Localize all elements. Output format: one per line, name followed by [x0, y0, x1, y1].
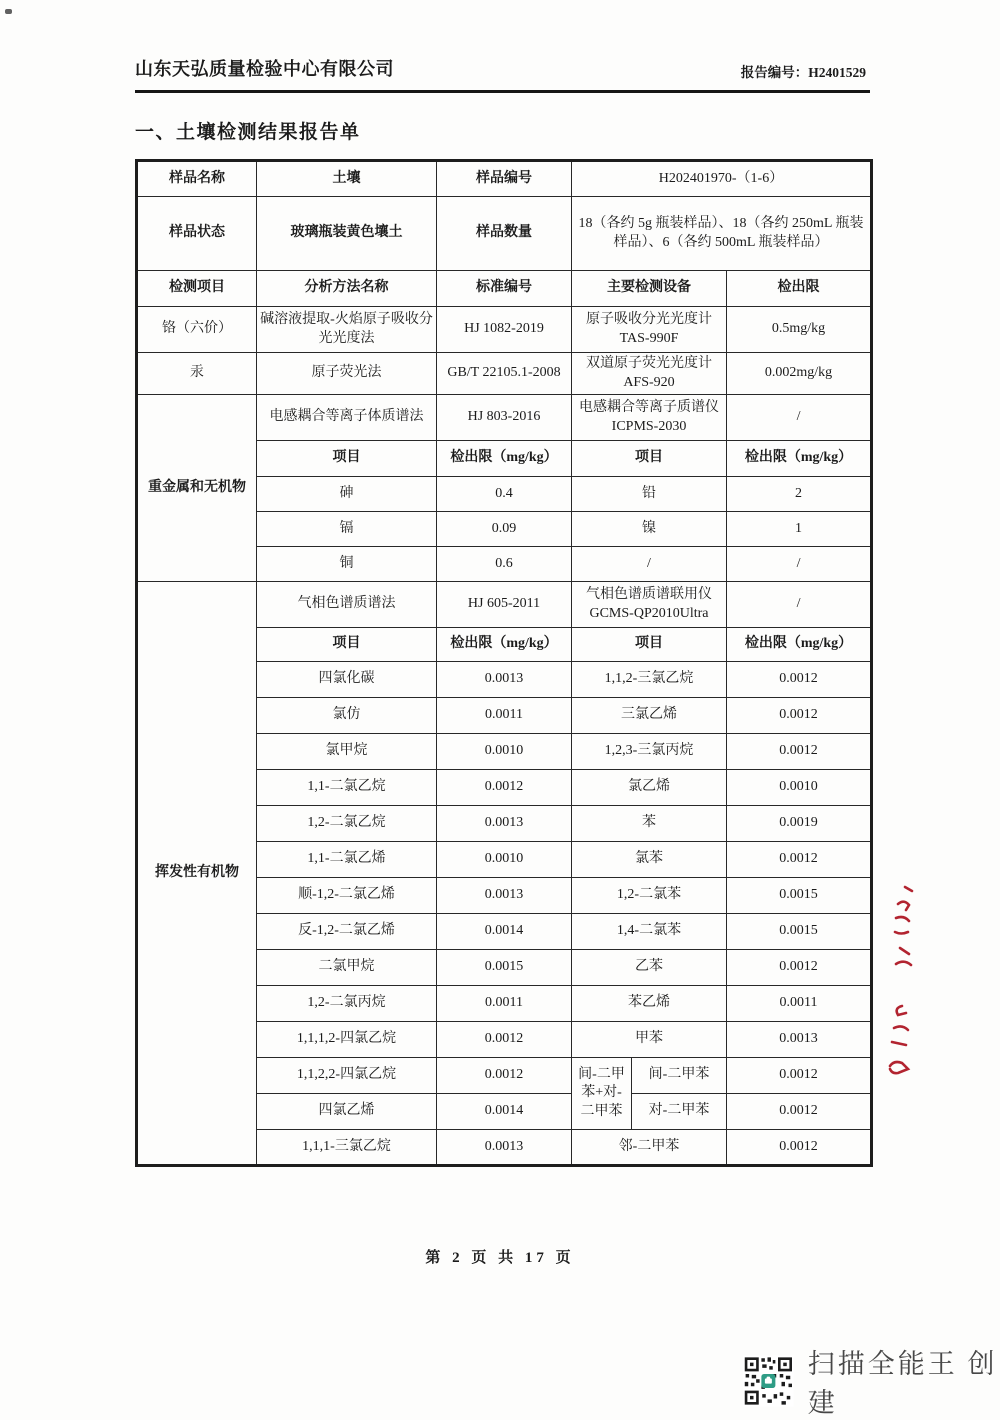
red-handwriting-mark-1 — [884, 882, 920, 983]
limit-cell: 0.6 — [437, 547, 572, 582]
item-cell: 镉 — [257, 512, 437, 547]
item-cell: 1,1,1,2-四氯乙烷 — [257, 1022, 437, 1058]
item-cell: 乙苯 — [572, 950, 727, 986]
item-cell: 氯仿 — [257, 698, 437, 734]
camscanner-watermark — [743, 1342, 1000, 1420]
equipment-cell: 原子吸收分光光度计 TAS-990F — [572, 307, 727, 353]
subheader-item: 项目 — [257, 441, 437, 477]
subheader-limit: 检出限（mg/kg） — [437, 441, 572, 477]
limit-cell: / — [727, 547, 872, 582]
sample-name-value: 土壤 — [257, 161, 437, 197]
sample-no-value: H202401970-（1-6） — [572, 161, 872, 197]
limit-cell: 0.0010 — [727, 770, 872, 806]
subheader-limit: 检出限（mg/kg） — [727, 628, 872, 662]
method-cell: 电感耦合等离子体质谱法 — [257, 395, 437, 441]
document-header — [135, 0, 870, 93]
soil-test-result-table — [135, 159, 873, 1167]
item-cell: 反-1,2-二氯乙烯 — [257, 914, 437, 950]
limit-cell: 0.4 — [437, 477, 572, 512]
limit-cell: 0.0015 — [727, 878, 872, 914]
scan-artifact-speck — [5, 9, 12, 14]
table-row — [137, 161, 872, 197]
item-cell: 1,1-二氯乙烷 — [257, 770, 437, 806]
limit-cell: 0.0011 — [437, 986, 572, 1022]
item-cell: 铬（六价） — [137, 307, 257, 353]
table-row — [137, 197, 872, 271]
col-header-method: 分析方法名称 — [257, 271, 437, 307]
limit-cell: 0.0011 — [437, 698, 572, 734]
sample-name-label: 样品名称 — [137, 161, 257, 197]
item-cell: 氯乙烯 — [572, 770, 727, 806]
item-cell: 砷 — [257, 477, 437, 512]
red-handwriting-mark-2 — [880, 1000, 918, 1095]
method-cell: 气相色谱质谱法 — [257, 582, 437, 628]
limit-cell: 0.002mg/kg — [727, 353, 872, 395]
table-row — [137, 395, 872, 441]
limit-cell: 0.5mg/kg — [727, 307, 872, 353]
item-cell: 氯甲烷 — [257, 734, 437, 770]
item-cell: 四氯化碳 — [257, 662, 437, 698]
limit-cell: 0.0015 — [727, 914, 872, 950]
group-label-heavy-metals: 重金属和无机物 — [137, 395, 257, 582]
col-header-standard: 标准编号 — [437, 271, 572, 307]
item-cell: 1,1-二氯乙烯 — [257, 842, 437, 878]
limit-cell: 0.0010 — [437, 842, 572, 878]
item-cell: 汞 — [137, 353, 257, 395]
item-cell: 1,1,1-三氯乙烷 — [257, 1130, 437, 1166]
item-cell: 三氯乙烯 — [572, 698, 727, 734]
limit-cell: 0.0012 — [727, 1094, 872, 1130]
sample-qty-value: 18（各约 5g 瓶装样品）、18（各约 250mL 瓶装样品）、6（各约 500mL 瓶装样品） — [572, 197, 872, 271]
standard-cell: HJ 605-2011 — [437, 582, 572, 628]
col-header-item: 检测项目 — [137, 271, 257, 307]
item-cell: 甲苯 — [572, 1022, 727, 1058]
equipment-cell: 气相色谱质谱联用仪GCMS-QP2010Ultra — [572, 582, 727, 628]
col-header-limit: 检出限 — [727, 271, 872, 307]
limit-cell: 0.0012 — [437, 770, 572, 806]
limit-cell: 0.0012 — [727, 950, 872, 986]
item-cell: 1,2-二氯苯 — [572, 878, 727, 914]
limit-cell: 0.0019 — [727, 806, 872, 842]
limit-cell: 1 — [727, 512, 872, 547]
limit-cell: 0.0014 — [437, 1094, 572, 1130]
item-cell: 1,1,2-三氯乙烷 — [572, 662, 727, 698]
table-row — [137, 307, 872, 353]
method-cell: 碱溶液提取-火焰原子吸收分光光度法 — [257, 307, 437, 353]
report-number — [741, 61, 870, 81]
item-cell: 邻-二甲苯 — [572, 1130, 727, 1166]
item-cell: 苯 — [572, 806, 727, 842]
item-cell: 铅 — [572, 477, 727, 512]
limit-cell: 0.0012 — [727, 1058, 872, 1094]
table-row — [137, 582, 872, 628]
page-number: 第 2 页 共 17 页 — [425, 1250, 575, 1266]
item-cell: 1,2-二氯乙烷 — [257, 806, 437, 842]
method-cell: 原子荧光法 — [257, 353, 437, 395]
limit-cell: 2 — [727, 477, 872, 512]
limit-cell: 0.0013 — [437, 662, 572, 698]
standard-cell: GB/T 22105.1-2008 — [437, 353, 572, 395]
subheader-item: 项目 — [572, 628, 727, 662]
standard-cell: HJ 803-2016 — [437, 395, 572, 441]
limit-cell: 0.0014 — [437, 914, 572, 950]
item-cell: 苯乙烯 — [572, 986, 727, 1022]
item-cell: 1,4-二氯苯 — [572, 914, 727, 950]
limit-cell: 0.0013 — [437, 806, 572, 842]
col-header-equipment: 主要检测设备 — [572, 271, 727, 307]
item-cell: 二氯甲烷 — [257, 950, 437, 986]
subheader-limit: 检出限（mg/kg） — [437, 628, 572, 662]
item-cell: 1,2-二氯丙烷 — [257, 986, 437, 1022]
report-number-label: 报告编号： — [740, 65, 809, 80]
limit-cell: 0.0011 — [727, 986, 872, 1022]
item-cell: 间-二甲苯 — [632, 1058, 727, 1094]
limit-cell: 0.0012 — [437, 1022, 572, 1058]
xylene-group-cell: 间-二甲苯+对-二甲苯 — [572, 1058, 632, 1130]
item-cell: 1,2,3-三氯丙烷 — [572, 734, 727, 770]
item-cell: 1,1,2,2-四氯乙烷 — [257, 1058, 437, 1094]
subheader-item: 项目 — [257, 628, 437, 662]
equipment-cell: 电感耦合等离子质谱仪 ICPMS-2030 — [572, 395, 727, 441]
limit-cell: 0.0010 — [437, 734, 572, 770]
limit-cell: 0.0012 — [727, 842, 872, 878]
limit-cell: 0.0012 — [727, 662, 872, 698]
equipment-cell: 双道原子荧光光度计 AFS-920 — [572, 353, 727, 395]
limit-cell: 0.0012 — [437, 1058, 572, 1094]
limit-cell: 0.0013 — [437, 1130, 572, 1166]
company-name: 山东天弘质量检验中心有限公司 — [135, 59, 394, 79]
group-label-voc: 挥发性有机物 — [137, 582, 257, 1166]
item-cell: 顺-1,2-二氯乙烯 — [257, 878, 437, 914]
sample-qty-label: 样品数量 — [437, 197, 572, 271]
subheader-limit: 检出限（mg/kg） — [727, 441, 872, 477]
limit-cell: 0.0015 — [437, 950, 572, 986]
item-cell: 四氯乙烯 — [257, 1094, 437, 1130]
subheader-item: 项目 — [572, 441, 727, 477]
table-header-row — [137, 271, 872, 307]
item-cell: 氯苯 — [572, 842, 727, 878]
standard-cell: HJ 1082-2019 — [437, 307, 572, 353]
page-title: 一、土壤检测结果报告单 — [135, 122, 361, 143]
item-cell: 镍 — [572, 512, 727, 547]
item-cell: 对-二甲苯 — [632, 1094, 727, 1130]
limit-cell: 0.0013 — [437, 878, 572, 914]
limit-cell: / — [727, 582, 872, 628]
item-cell: 铜 — [257, 547, 437, 582]
qr-code-icon — [743, 1352, 794, 1410]
limit-cell: 0.0013 — [727, 1022, 872, 1058]
limit-cell: 0.0012 — [727, 698, 872, 734]
limit-cell: 0.0012 — [727, 734, 872, 770]
sample-no-label: 样品编号 — [437, 161, 572, 197]
sample-state-value: 玻璃瓶装黄色壤土 — [257, 197, 437, 271]
limit-cell: 0.09 — [437, 512, 572, 547]
table-row — [137, 353, 872, 395]
sample-state-label: 样品状态 — [137, 197, 257, 271]
item-cell: / — [572, 547, 727, 582]
camscanner-watermark-text: 扫描全能王 创建 — [807, 1349, 998, 1418]
report-number-value: H2401529 — [808, 65, 866, 80]
limit-cell: 0.0012 — [727, 1130, 872, 1166]
limit-cell: / — [727, 395, 872, 441]
